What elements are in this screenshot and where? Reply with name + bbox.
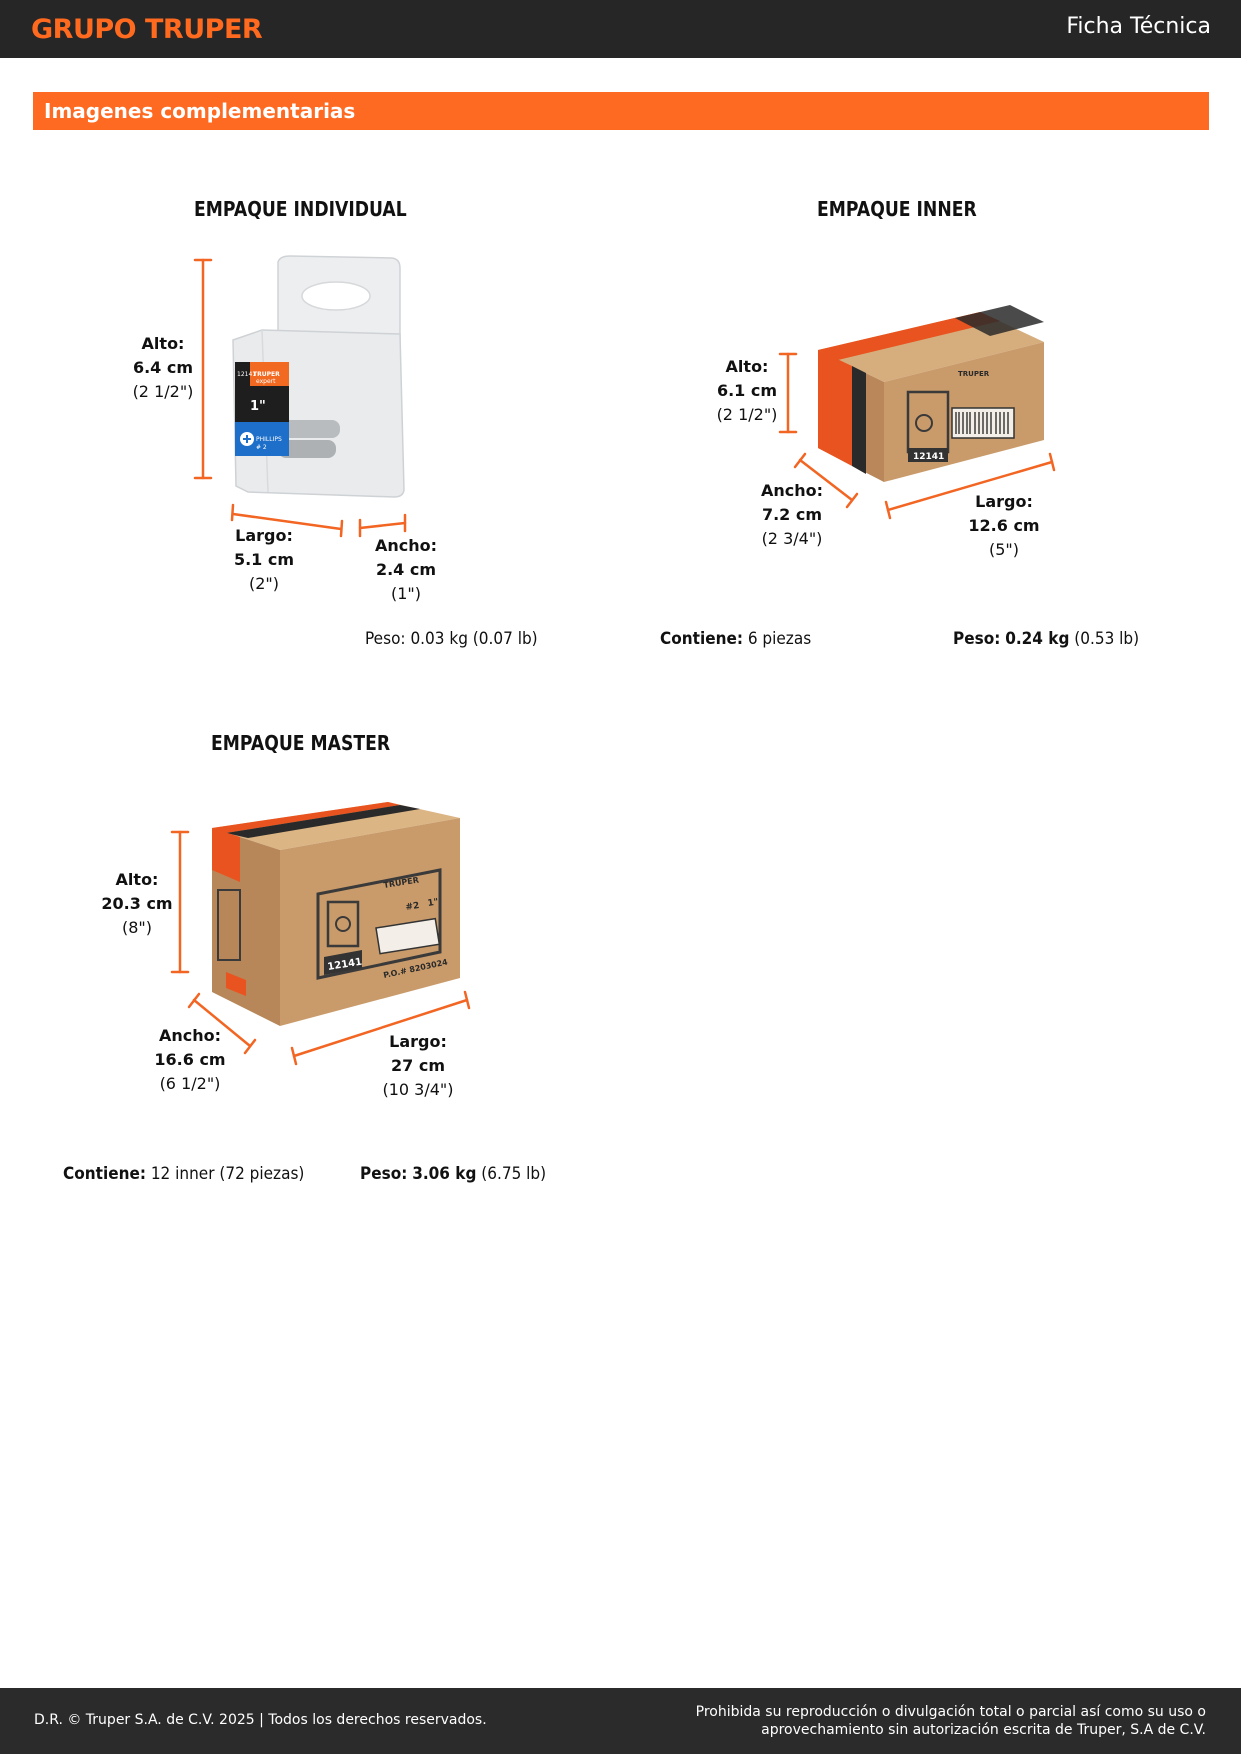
alto-label: Alto: [725, 357, 769, 376]
largo-metric: 27 cm [391, 1056, 445, 1075]
inner-largo-dimension [959, 490, 1049, 562]
alto-metric: 6.1 cm [716, 381, 778, 400]
largo-metric: 5.1 cm [233, 550, 295, 569]
inner-box-image [818, 305, 1044, 482]
document-title: Ficha Técnica [1066, 14, 1211, 39]
largo-imperial: (10 3/4") [382, 1080, 454, 1099]
inner-box-code-text: 12141 [913, 452, 945, 462]
master-alto-dimension [92, 868, 182, 940]
ancho-metric: 16.6 cm [154, 1050, 226, 1069]
package-tip-text: PHILLIPS [256, 436, 282, 443]
master-package-title: EMPAQUE MASTER [211, 731, 391, 755]
alto-metric: 20.3 cm [101, 894, 173, 913]
largo-imperial: (2") [248, 574, 280, 593]
contiene-label: Contiene: [63, 1164, 146, 1184]
alto-imperial: (2 1/2") [132, 382, 194, 401]
inner-box-brand-text: TRUPER [958, 370, 990, 378]
package-brand-text: TRUPER [253, 371, 280, 378]
largo-label: Largo: [975, 492, 1033, 511]
package-code-text: 12141 [237, 371, 257, 378]
inner-contents [660, 629, 811, 649]
individual-weight: Peso: 0.03 kg (0.07 lb) [365, 629, 538, 649]
individual-package-title: EMPAQUE INDIVIDUAL [194, 197, 407, 221]
alto-label: Alto: [115, 870, 159, 889]
package-tip-size-text: # 2 [256, 444, 267, 451]
master-largo-dimension [373, 1030, 463, 1102]
largo-metric: 12.6 cm [968, 516, 1040, 535]
peso-metric: 3.06 kg [412, 1164, 477, 1184]
ancho-label: Ancho: [158, 1026, 222, 1045]
master-box-brand-text: TRUPER [382, 875, 420, 890]
ancho-label: Ancho: [374, 536, 438, 555]
master-box-po-text: P.O.# 8203024 [382, 957, 449, 980]
peso-metric: 0.24 kg [1005, 629, 1070, 649]
master-weight [360, 1164, 546, 1184]
inner-weight [953, 629, 1139, 649]
package-sub-text: expert [256, 378, 276, 385]
ancho-imperial: (2 3/4") [761, 529, 823, 548]
inner-package-title: EMPAQUE INNER [817, 197, 977, 221]
legal-notice-line-1: Prohibida su reproducción o divulgación total o parcial así como su uso o [695, 1704, 1206, 1720]
peso-label: Peso: [360, 1164, 408, 1184]
peso-label: Peso: [953, 629, 1001, 649]
largo-label: Largo: [235, 526, 293, 545]
peso-imperial: (6.75 lb) [481, 1164, 547, 1184]
largo-label: Largo: [389, 1032, 447, 1051]
contiene-value: 12 inner (72 piezas) [150, 1164, 305, 1184]
alto-imperial: (2 1/2") [716, 405, 778, 424]
master-ancho-dimension [145, 1024, 235, 1096]
contiene-label: Contiene: [660, 629, 743, 649]
individual-alto-dimension [118, 332, 208, 404]
page-footer [0, 1688, 1241, 1754]
legal-notice-line-2: aprovechamiento sin autorización escrita de Truper, S.A de C.V. [761, 1722, 1206, 1738]
alto-imperial: (8") [121, 918, 153, 937]
master-box-tip-size-text: #2 [404, 900, 421, 913]
package-size-text: 1" [250, 399, 266, 414]
contiene-value: 6 piezas [747, 629, 812, 649]
inner-alto-dimension [702, 355, 792, 427]
company-logo: GRUPO TRUPER [31, 14, 263, 45]
ancho-metric: 7.2 cm [761, 505, 823, 524]
largo-imperial: (5") [988, 540, 1020, 559]
peso-imperial: (0.53 lb) [1074, 629, 1140, 649]
alto-label: Alto: [141, 334, 185, 353]
master-box-code-text: 12141 [326, 956, 363, 973]
individual-ancho-dimension [361, 534, 451, 606]
individual-package-image [233, 256, 404, 497]
master-box-size-text: 1" [426, 897, 440, 909]
ancho-imperial: (1") [390, 584, 422, 603]
ancho-label: Ancho: [760, 481, 824, 500]
master-box-image [212, 802, 460, 1026]
individual-largo-dimension [219, 524, 309, 596]
legal-notice [646, 1703, 1206, 1739]
section-title: Imagenes complementarias [44, 99, 356, 123]
copyright-text: D.R. © Truper S.A. de C.V. 2025 | Todos los derechos reservados. [34, 1712, 487, 1728]
inner-ancho-dimension [747, 479, 837, 551]
alto-metric: 6.4 cm [132, 358, 194, 377]
ancho-imperial: (6 1/2") [159, 1074, 221, 1093]
master-contents [63, 1164, 304, 1184]
ancho-metric: 2.4 cm [375, 560, 437, 579]
